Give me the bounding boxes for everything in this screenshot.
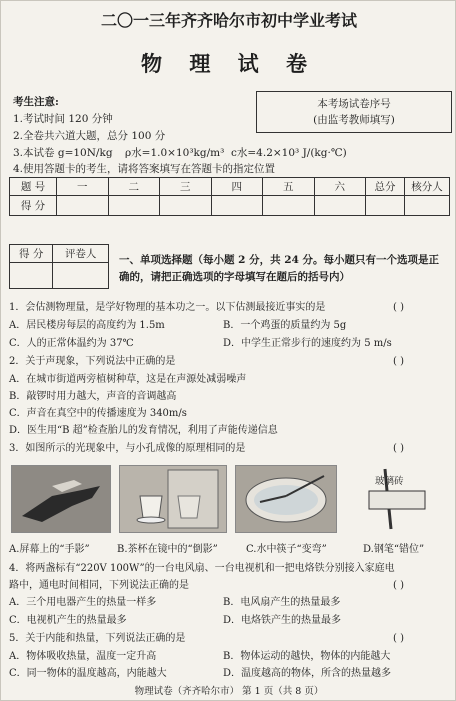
question-stem: 3．如图所示的光现象中，与小孔成像的原理相同的是 [9, 443, 246, 454]
grader-label: 评卷人 [53, 245, 109, 263]
option: A．居民楼房每层的高度约为 1.5m [9, 320, 165, 331]
score-cell[interactable] [263, 196, 315, 216]
question-stem-continued: 路中，通电时间相同，下列说法正确的是 [9, 580, 189, 591]
score-cell[interactable] [211, 196, 263, 216]
score-table-header: 四 [211, 178, 263, 196]
section1-instruction: 一、单项选择题（每小题 2 分，共 24 分。每小题只有一个选项是正 [119, 254, 440, 266]
seat-box-line1: 本考场试卷序号 [317, 98, 391, 110]
option: D．温度越高的物体，所含的热量越多 [223, 668, 392, 679]
score-cell[interactable] [405, 196, 450, 216]
answer-bracket[interactable]: ( ) [393, 633, 404, 644]
score-table-header: 总分 [366, 178, 405, 196]
option: B．一个鸡蛋的质量约为 5g [223, 320, 347, 331]
glass-brick-figure [345, 465, 449, 531]
note-line: 4.使用答题卡的考生，请将答案填写在答题卡的指定位置 [13, 163, 276, 175]
score-table-header: 二 [108, 178, 160, 196]
score-row-label: 得 分 [10, 196, 57, 216]
question-stem: 2．关于声现象，下列说法中正确的是 [9, 356, 176, 367]
grader-score-cell[interactable] [10, 263, 53, 289]
grader-box [9, 244, 109, 289]
option: A．三个用电器产生的热量一样多 [9, 597, 157, 608]
question-stem: 5．关于内能和热量，下列说法正确的是 [9, 633, 186, 644]
score-cell[interactable] [314, 196, 366, 216]
option: D．电烙铁产生的热量最多 [223, 615, 342, 626]
option: C．同一物体的温度越高，内能越大 [9, 668, 167, 679]
option: C．声音在真空中的传播速度为 340m/s [9, 408, 187, 419]
glass-brick-label: 玻璃砖 [375, 476, 404, 487]
score-table-header: 一 [57, 178, 109, 196]
score-cell[interactable] [160, 196, 212, 216]
question-stem: 4．将两盏标有“220V 100W”的一台电风扇、一台电视机和一把电烙铁分别接入家庭电 [9, 563, 395, 574]
grader-name-cell[interactable] [53, 263, 109, 289]
option: D．医生用“B 超”检查胎儿的发育情况，利用了声能传递信息 [9, 425, 278, 436]
score-table-header: 题 号 [10, 178, 57, 196]
option: B．物体运动的越快，物体的内能越大 [223, 651, 391, 662]
seat-number-box [256, 91, 452, 133]
score-table-header: 五 [263, 178, 315, 196]
chopsticks-bowl-photo [235, 465, 337, 533]
teacup-mirror-photo [119, 465, 227, 533]
glass-brick-image [345, 465, 449, 531]
option: C．人的正常体温约为 37℃ [9, 338, 134, 349]
c-water: c水=4.2×10³ J/(kg·℃) [231, 147, 347, 159]
answer-bracket[interactable]: ( ) [393, 580, 404, 591]
option: A．物体吸收热量，温度一定升高 [9, 651, 157, 662]
hand-shadow-photo [11, 465, 111, 533]
note-line: 3.本试卷 g=10N/kg [13, 147, 113, 159]
page-footer: 物理试卷（齐齐哈尔市） 第 1 页（共 8 页） [134, 686, 324, 697]
notes-heading: 考生注意: [13, 96, 59, 108]
chopsticks-bowl-image [236, 466, 336, 532]
score-cell[interactable] [108, 196, 160, 216]
question-stem: 1．会估测物理量，是学好物理的基本功之一。以下估测最接近事实的是 [9, 302, 326, 313]
option: B．敲锣时用力越大，声音的音调越高 [9, 391, 177, 402]
answer-bracket[interactable]: ( ) [393, 443, 404, 454]
option: A.屏幕上的“手影” [9, 544, 90, 555]
answer-bracket[interactable]: ( ) [393, 356, 404, 367]
score-cell[interactable] [57, 196, 109, 216]
subject-title: 物 理 试 卷 [141, 51, 317, 76]
option: B．电风扇产生的热量最多 [223, 597, 341, 608]
score-table [9, 177, 450, 216]
option: D.钢笔“错位” [363, 544, 425, 555]
seat-box-line2: (由监考教师填写) [313, 114, 395, 126]
score-table-header: 核分人 [405, 178, 450, 196]
option: D．中学生正常步行的速度约为 5 m/s [223, 338, 392, 349]
note-line: 2.全卷共六道大题，总分 100 分 [13, 130, 166, 142]
hand-shadow-image [12, 466, 110, 532]
score-table-header: 六 [314, 178, 366, 196]
option: B.茶杯在镜中的“倒影” [117, 544, 218, 555]
score-cell[interactable] [366, 196, 405, 216]
option: C.水中筷子“变弯” [246, 544, 327, 555]
option: A．在城市街道两旁植树种草，这是在声源处减弱噪声 [9, 374, 247, 385]
exam-title: 二〇一三年齐齐哈尔市初中学业考试 [100, 11, 357, 30]
rho-water: ρ水=1.0×10³kg/m³ [125, 147, 225, 159]
section1-instruction: 确的，请把正确选项的字母填写在题后的括号内） [119, 271, 350, 283]
grader-score-label: 得 分 [10, 245, 53, 263]
score-table-header: 三 [160, 178, 212, 196]
note-line: 1.考试时间 120 分钟 [13, 113, 113, 125]
answer-bracket[interactable]: ( ) [393, 302, 404, 313]
option: C．电视机产生的热量最多 [9, 615, 127, 626]
teacup-mirror-image [120, 466, 226, 532]
